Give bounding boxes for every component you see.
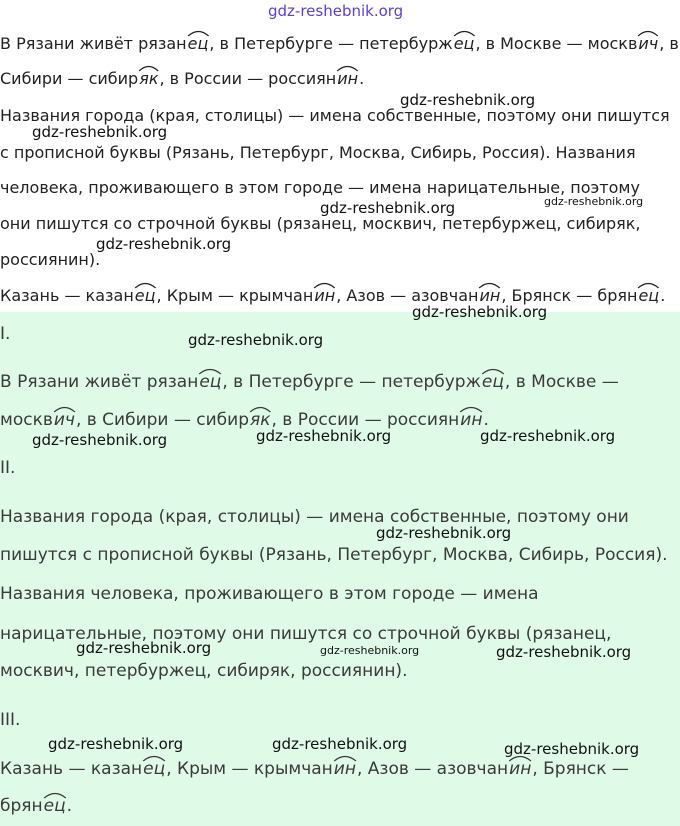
green-p3-line2: брян ец. — [0, 796, 72, 816]
watermark: gdz-reshebnik.org — [32, 431, 168, 449]
suffix-mark: як — [250, 410, 271, 430]
green-p2-line3: Названия человека, проживающего в этом городе — имена — [0, 584, 539, 604]
answer-p2-line2: с прописной буквы (Рязань, Петербург, Москва, Сибирь, Россия). Названия — [0, 143, 636, 162]
suffix-mark: ин — [334, 759, 356, 779]
green-p2-line2: пишутся с прописной буквы (Рязань, Петербург, Москва, Сибирь, Россия). — [0, 545, 668, 565]
suffix-mark: ин — [314, 286, 335, 306]
watermark: gdz-reshebnik.org — [504, 740, 640, 758]
suffix-mark: ич — [638, 34, 658, 54]
suffix-mark: ич — [54, 410, 75, 430]
watermark: gdz-reshebnik.org — [544, 195, 644, 208]
watermark: gdz-reshebnik.org — [320, 199, 456, 217]
suffix-mark: ец — [482, 372, 504, 392]
suffix-mark: як — [139, 69, 158, 89]
answer-p1-line2: Сибири — сибир як, в России — россиян ин. — [0, 69, 364, 89]
green-p3-line1: Казань — казан ец, Крым — крымчан ин, Азов — азовчан ин, Брянск — — [0, 759, 629, 779]
green-p2-line4: нарицательные, поэтому они пишутся со строчной буквы (рязанец, — [0, 624, 612, 644]
watermark: gdz-reshebnik.org — [400, 91, 536, 109]
watermark: gdz-reshebnik.org — [256, 427, 392, 445]
suffix-mark: ин — [479, 286, 500, 306]
suffix-mark: ец — [454, 34, 475, 54]
watermark-top: gdz-reshebnik.org — [268, 2, 404, 20]
answer-p1-line1: В Рязани живёт рязан ец, в Петербурге — петербурж ец, в Москве — москв ич, в — [0, 34, 679, 54]
answer-p2-line4: они пишутся со строчной буквы (рязанец, москвич, петербуржец, сибиряк, — [0, 214, 641, 233]
suffix-mark: ец — [199, 372, 221, 392]
suffix-mark: ец — [638, 286, 659, 306]
watermark: gdz-reshebnik.org — [412, 303, 548, 321]
watermark: gdz-reshebnik.org — [48, 735, 184, 753]
watermark: gdz-reshebnik.org — [376, 524, 512, 542]
green-heading-1: I. — [0, 324, 11, 344]
green-heading-3: III. — [0, 710, 21, 730]
watermark: gdz-reshebnik.org — [272, 735, 408, 753]
suffix-mark: ец — [143, 759, 165, 779]
suffix-mark: ин — [509, 759, 531, 779]
watermark: gdz-reshebnik.org — [96, 235, 232, 253]
suffix-mark: ец — [188, 34, 209, 54]
answer-p2-line3: человека, проживающего в этом городе — имена нарицательные, поэтому — [0, 178, 640, 197]
watermark: gdz-reshebnik.org — [320, 644, 420, 657]
watermark: gdz-reshebnik.org — [32, 123, 168, 141]
green-p2-line1: Названия города (края, столицы) — имена собственные, поэтому они — [0, 507, 629, 527]
green-p1-line2: москв ич, в Сибири — сибир як, в России — россиян ин. — [0, 410, 489, 430]
suffix-mark: ец — [135, 286, 156, 306]
green-heading-2: II. — [0, 458, 16, 478]
answer-p3-line1: Казань — казан ец, Крым — крымчан ин, Азов — азовчан ин, Брянск — брян ец. — [0, 286, 665, 306]
answer-p2-line1: Названия города (края, столицы) — имена собственные, поэтому они пишутся — [0, 106, 670, 125]
suffix-mark: ин — [337, 69, 358, 89]
answer-p2-line5: россиянин). — [0, 250, 101, 269]
watermark: gdz-reshebnik.org — [188, 331, 324, 349]
watermark: gdz-reshebnik.org — [76, 639, 212, 657]
watermark: gdz-reshebnik.org — [496, 643, 632, 661]
green-p2-line5: москвич, петербуржец, сибиряк, россиянин). — [0, 661, 408, 681]
suffix-mark: ец — [44, 796, 66, 816]
green-p1-line1: В Рязани живёт рязан ец, в Петербурге — петербурж ец, в Москве — — [0, 372, 619, 392]
watermark: gdz-reshebnik.org — [480, 427, 616, 445]
suffix-mark: ин — [460, 410, 482, 430]
